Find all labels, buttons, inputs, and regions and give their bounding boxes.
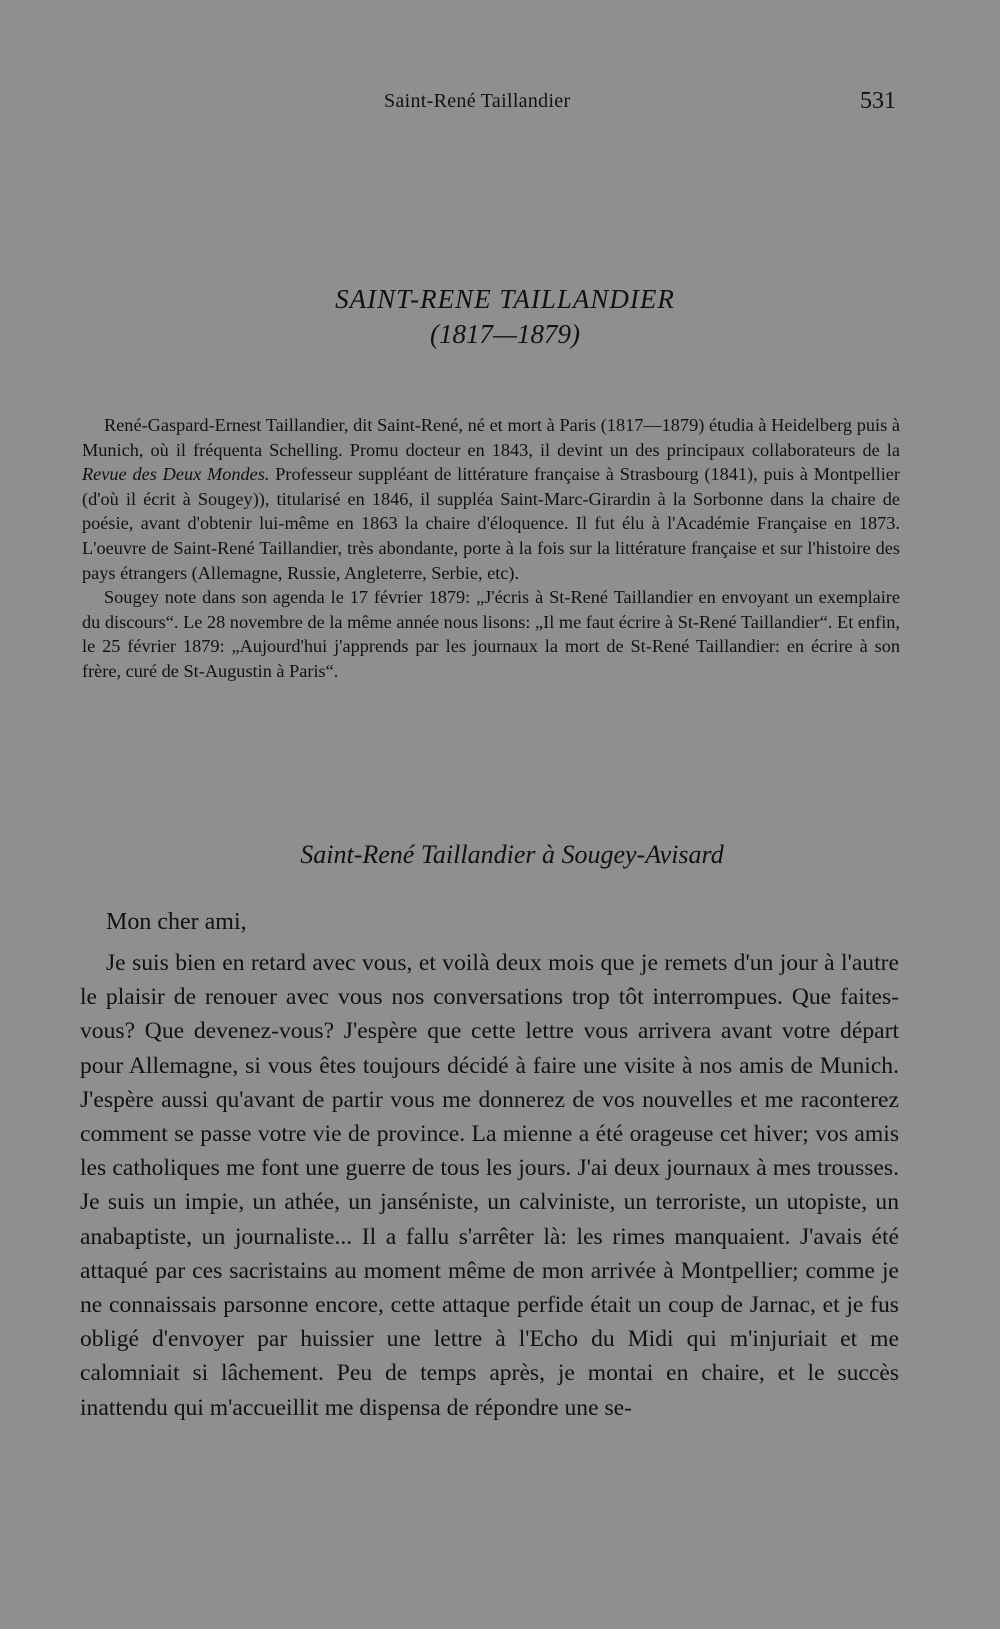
letter-salutation: Mon cher ami, [106,909,247,935]
title-block [0,282,1000,351]
biographical-intro [82,413,900,684]
intro-paragraph [82,413,900,585]
letter-paragraph: Je suis bien en retard avec vous, et voilà deux mois que je remets d'un jour à l'autre le plaisir de renouer avec vous nos conversations trop tôt interrompues. Que faites-vous? Que devenez-vous? J'espère que cette lettre vous arrivera avant votre départ pour Allemagne, si vous êtes toujours décidé à faire une visite à nos amis de Munich. J'espère aussi qu'avant de partir vous me donnerez de vos nouvelles et me raconterez comment se passe votre vie de province. La mienne a été orageuse cet hiver; vos amis les catholiques me font une guerre de tous les jours. J'ai deux journaux à mes trousses. Je suis un impie, un athée, un janséniste, un calviniste, un terroriste, un utopiste, un anabaptiste, un journaliste... Il a fallu s'arrêter là: les rimes manquaient. J'avais été attaqué par ces sacristains au moment même de mon arrivée à Montpellier; comme je ne connaissais parsonne encore, cette attaque perfide était un coup de Jarnac, et je fus obligé d'envoyer par huissier une lettre à l'Echo du Midi qui m'injuriait et me calomniait si lâchement. Peu de temps après, je montai en chaire, et le succès inattendu qui m'accueillit me dispensa de répondre une se- [80,950,899,1421]
journal-title: Revue des Deux Mondes. [82,464,270,485]
intro-text: René-Gaspard-Ernest Taillandier, dit Saint-René, né et mort à Paris (1817—1879) étudia à Heidelberg puis à Munich, où il fréquenta Schelling. Promu docteur en 1843, il devint un des principaux collaborateurs de la [82,415,900,460]
letter-body [80,946,899,1425]
article-dates: (1817—1879) [430,319,580,349]
page-number: 531 [860,88,896,114]
section-heading: Saint-René Taillandier à Sougey-Avisard [300,840,724,869]
intro-text-cont: Professeur suppléant de littérature française à Strasbourg (1841), puis à Montpellier (d'où il écrit à Sougey)), titularisé en 1846, il suppléa Saint-Marc-Girardin à la Sorbonne dans la chaire de poésie, avant d'obtenir lui-même en 1863 la chaire d'éloquence. Il fut élu à l'Académie Française en 1873. L'oeuvre de Saint-René Taillandier, très abondante, porte à la fois sur la littérature française et sur l'histoire des pays étrangers (Allemagne, Russie, Angleterre, Serbie, etc). [82,464,901,583]
article-title: SAINT-RENE TAILLANDIER [335,284,675,314]
intro-paragraph: Sougey note dans son agenda le 17 février 1879: „J'écris à St-René Taillandier en envoyant un exemplaire du discours“. Le 28 novembre de la même année nous lisons: „Il me faut écrire à St-René Taillandier“. Et enfin, le 25 février 1879: „Aujourd'hui j'apprends par les journaux la mort de St-René Taillandier: en écrire à son frère, curé de St-Augustin à Paris“. [82,587,900,681]
running-head: Saint-René Taillandier [384,90,571,112]
